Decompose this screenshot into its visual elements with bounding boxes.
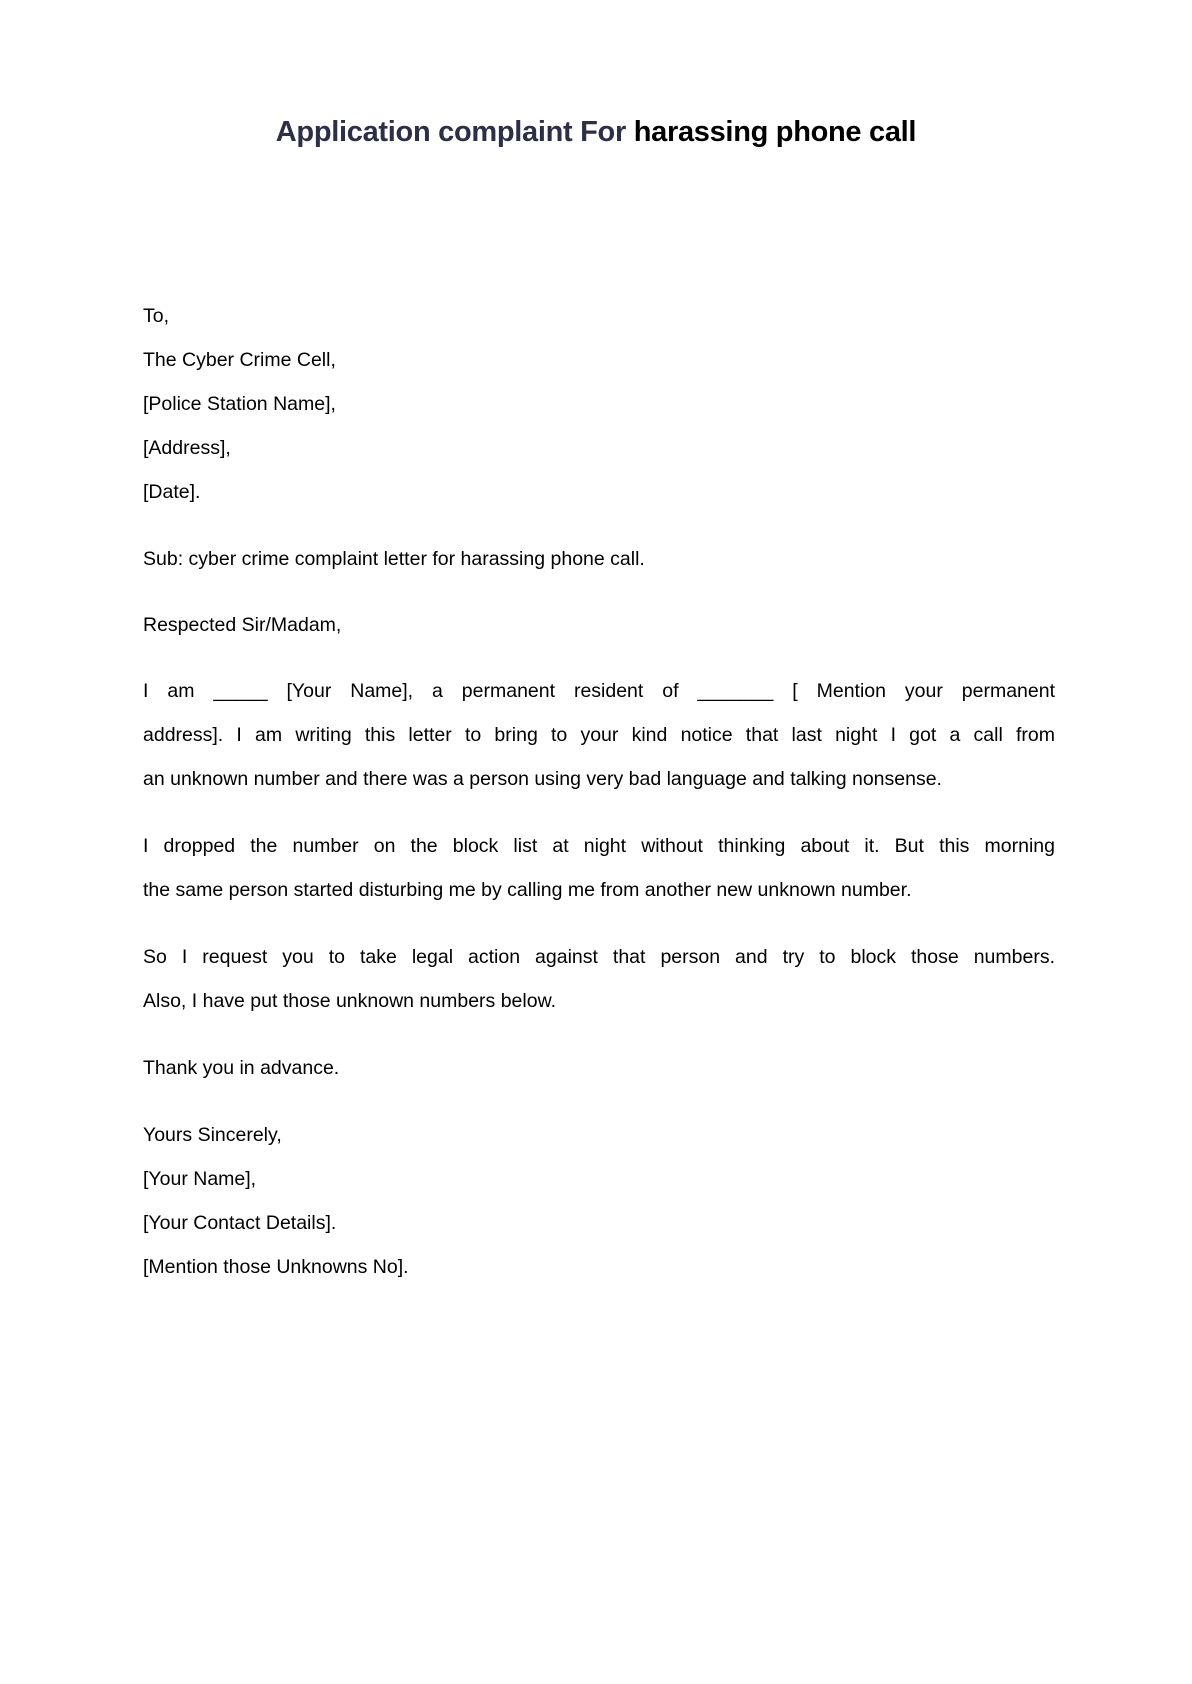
paragraph-2-line: I dropped the number on the block list at night without thinking about it. But this morning: [143, 835, 1055, 857]
closing-sincerely: Yours Sincerely,: [143, 1124, 282, 1146]
closing-name: [Your Name],: [143, 1168, 257, 1190]
title-part-1: Application complaint For: [275, 116, 626, 148]
document-title: [0, 116, 1192, 149]
paragraph-3-line: So I request you to take legal action against that person and try to block those numbers.: [143, 946, 1055, 968]
recipient-line-address: [Address],: [143, 437, 231, 459]
paragraph-2-line: the same person started disturbing me by calling me from another new unknown number.: [143, 879, 912, 901]
closing-contact: [Your Contact Details].: [143, 1212, 337, 1234]
paragraph-1-line: address]. I am writing this letter to bring to your kind notice that last night I got a call from: [143, 724, 1055, 746]
title-part-2: harassing phone call: [633, 116, 917, 148]
paragraph-1-line: I am _____ [Your Name], a permanent resident of _______ [ Mention your permanent: [143, 680, 1055, 702]
salutation: Respected Sir/Madam,: [143, 614, 342, 636]
subject-line: Sub: cyber crime complaint letter for harassing phone call.: [143, 548, 645, 570]
recipient-line-to: To,: [143, 305, 170, 327]
recipient-line-date: [Date].: [143, 481, 201, 503]
recipient-line-station: [Police Station Name],: [143, 393, 336, 415]
closing-unknown-numbers: [Mention those Unknowns No].: [143, 1256, 409, 1278]
recipient-line-cell: The Cyber Crime Cell,: [143, 349, 336, 371]
paragraph-3-line: Also, I have put those unknown numbers below.: [143, 990, 557, 1012]
thanks-line: Thank you in advance.: [143, 1057, 340, 1079]
paragraph-1-line: an unknown number and there was a person using very bad language and talking nonsense.: [143, 768, 942, 790]
